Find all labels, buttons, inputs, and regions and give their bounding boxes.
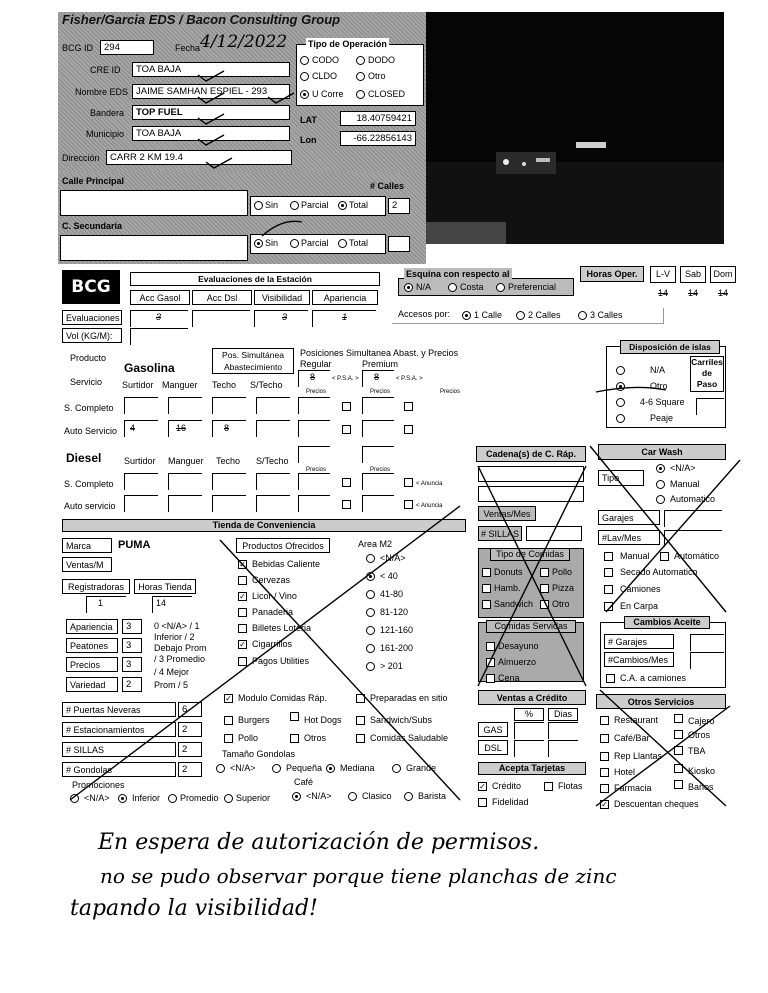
form-title: Fisher/Garcia EDS / Bacon Consulting Group [62,12,341,27]
gondolas-label: # Gondolas [62,762,176,777]
eval-visibilidad-value: 3 [282,312,288,322]
rating-apariencia-label: Apariencia [66,619,118,634]
horas-lv-value[interactable]: 14 [658,288,669,298]
cw-auto-label: Automatico [670,494,716,504]
direccion-label: Dirección [62,153,100,163]
registradoras-value: 1 [98,598,104,608]
rating-variedad-field[interactable]: 2 [122,677,142,692]
registradoras-label: Registradoras [62,579,130,594]
marca-label: Marca [62,538,112,553]
vol-label: Vol (KG/M): [62,328,122,343]
eval-acc-gasol-value: 3 [156,312,162,322]
cw-automatico-check-label: Automático [674,551,720,561]
comidas-servidas-title: Comidas Servidas [486,620,576,633]
arrow-mark [262,221,302,236]
promo-promedio-label: Promedio [180,793,219,803]
check-mark-bandera [198,114,224,124]
tam-mediana-label: Mediana [340,763,375,773]
ca-camiones-label: C.A. a camiones [620,673,687,683]
cs-sin-label: Sin [265,238,279,248]
credito-check-label: Crédito [492,781,522,791]
fecha-label: Fecha [175,43,201,53]
cafe-barista-label: Barista [418,791,447,801]
islas-otro-label: Otro [650,381,668,391]
carwash-title: Car Wash [598,444,726,460]
col-techo: Techo [212,380,237,390]
producto-label: Producto [70,353,107,363]
tam-pequena-label: Pequeña [286,763,323,773]
municipio-label: Municipio [86,129,125,139]
esquina-pref-label: Preferencial [508,282,557,292]
legend-line-1: 0 <N/A> / 1 [154,621,200,631]
garajes-label: Garajes [598,510,660,525]
radio-otro-label: Otro [368,71,386,81]
credito-pct-label: % [514,708,544,721]
num-calles-label: # Calles [370,181,405,191]
evaluaciones-row-label: Evaluaciones [62,310,122,325]
col-stecho: S/Techo [250,380,283,390]
regular-psa-value: 8 [310,372,316,382]
tipo-operacion-title: Tipo de Operación [308,39,387,49]
rating-precios-label: Precios [66,657,118,672]
pollo-label: Pollo [552,567,573,577]
legend-line-4: / 3 Promedio [154,654,206,664]
d-col-surtidor: Surtidor [124,456,156,466]
cp-sin-label: Sin [265,200,279,210]
sillas-label: # SILLAS [478,526,522,541]
pollo-tienda-label: Pollo [238,733,259,743]
horas-sab-value[interactable]: 14 [688,288,699,298]
prod-cigarrillos-label: Cigarrillos [252,639,293,649]
cajero-label: Cajero [688,716,715,726]
almuerzo-label: Almuerzo [498,657,537,667]
saludable-label: Comidas Saludable [370,733,449,743]
cadena-title: Cadena(s) de C. Ráp. [476,446,586,462]
sandwich-label: Sandwich [494,599,534,609]
lat-label: LAT [300,115,317,125]
note-line-2: no se pudo observar porque tiene planchas de zinc [100,864,617,888]
secado-label: Secado Automatico [620,567,698,577]
aceite-title: Cambios Aceite [624,616,710,629]
acceso-1-label: 1 Calle [474,310,503,320]
area-121-label: 121-160 [380,625,414,635]
tipo-comidas-title: Tipo de Comidas [490,548,570,561]
legend-line-6: Prom / 5 [154,680,189,690]
area-na-label: <N/A> [380,553,406,563]
tba-label: TBA [688,746,706,756]
prod-bebidas-check[interactable]: ✓ [239,560,246,569]
ventas-m-label: Ventas/M [62,557,112,572]
gasolina-label: Gasolina [124,361,175,375]
credito-check[interactable]: ✓ [479,782,486,791]
carpa-label: En Carpa [620,601,659,611]
tienda-cross-line-2 [220,540,460,800]
horas-tienda-label: Horas Tienda [134,579,196,594]
modulo-check[interactable]: ✓ [225,694,232,703]
credito-title: Ventas a Crédito [478,690,586,705]
check-mark-nombre [198,93,224,103]
direccion-field[interactable]: CARR 2 KM 19.4 [106,150,292,165]
esquina-na-label: N/A [416,282,432,292]
cw-manual-check-label: Manual [620,551,650,561]
marca-value[interactable]: PUMA [118,539,151,551]
aceite-cambios-label: #Cambios/Mes [604,652,674,667]
dsl-label: DSL [478,740,508,755]
estacionamientos-field[interactable]: 2 [178,722,202,737]
cheques-check[interactable]: ✓ [601,800,608,809]
bandera-field[interactable]: TOP FUEL [132,105,290,120]
check-mark-nombre-2 [268,93,294,103]
carwash-cross-line-2 [606,460,740,612]
rating-peatones-field[interactable]: 3 [122,638,142,653]
as-surtidor-value: 4 [130,423,136,433]
regular-psa-label: < P.S.A. > [332,376,359,382]
horas-tienda-value: 14 [156,598,167,608]
bcg-logo: BCG [62,270,120,304]
eval-col-acc-gasol: Acc Gasol [130,290,190,305]
tarjetas-title: Acepta Tarjetas [478,762,586,775]
flotas-label: Flotas [558,781,583,791]
eval-col-visibilidad: Visibilidad [254,290,310,305]
horas-dom-label: Dom [710,266,736,283]
llantas-label: Rep Llantas [614,751,663,761]
cp-parcial-label: Parcial [301,200,329,210]
cheques-label: Descuentan cheques [614,799,699,809]
legend-line-3: Debajo Prom [154,643,207,653]
ventas-mes-label: Ventas/Mes [478,506,536,521]
gondolas-field[interactable]: 2 [178,762,202,777]
hamb-label: Hamb. [494,583,521,593]
otros-title: Otros Servicios [596,694,726,709]
rating-apariencia-field[interactable]: 3 [122,619,142,634]
cafe-na-label: <N/A> [306,791,332,801]
area-161-label: 161-200 [380,643,414,653]
cafe-label: Café [294,777,314,787]
premium-psa-value: 8 [374,372,380,382]
esquina-costa-label: Costa [460,282,484,292]
prod-panaderia-label: Panaderia [252,607,294,617]
check-mark-cre [198,71,224,81]
rating-variedad-label: Variedad [66,677,118,692]
tienda-title: Tienda de Conveniencia [62,519,466,532]
promo-inferior-label: Inferior [132,793,161,803]
lon-field[interactable]: -66.22856143 [340,131,416,146]
legend-line-5: / 4 Mejor [154,667,190,677]
note-line-3: tapando la visibilidad! [70,896,318,921]
auto-servicio-label: Auto Servicio [64,426,118,436]
cafe-clasico-label: Clasico [362,791,392,801]
kiosko-label: Kiosko [688,766,716,776]
d-col-manguer: Manguer [168,456,204,466]
gas-label: GAS [478,722,508,737]
cw-na-label: <N/A> [670,463,696,473]
horas-lv-label: L-V [650,266,676,283]
check-mark-direccion [206,158,232,168]
islas-square-label: 4-6 Square [640,397,685,407]
prod-bebidas-label: Bebidas Caliente [252,559,321,569]
servicio-label: Servicio [70,377,103,387]
area-41-label: 41-80 [380,589,404,599]
diesel-label: Diesel [66,451,102,465]
tienda-sillas-field[interactable]: 2 [178,742,202,757]
d-s-completo-label: S. Completo [64,479,114,489]
area-title: Area M2 [358,539,393,549]
cp-total-label: Total [349,200,369,210]
islas-title: Disposición de islas [620,340,720,354]
prod-cervezas-label: Cervezas [252,575,291,585]
eval-col-apariencia: Apariencia [312,290,378,305]
acceso-3-label: 3 Calles [590,310,623,320]
radio-codo-label: CODO [312,55,339,65]
d-col-stecho: S/Techo [256,456,289,466]
nombre-eds-label: Nombre EDS [75,87,129,97]
d-auto-label: Auto servicio [64,501,116,511]
col-manguer: Manguer [162,380,198,390]
horas-sab-label: Sab [680,266,706,283]
cafebar-label: Café/Bar [614,733,650,743]
precios-label-2: Precios [370,389,391,395]
promociones-label: Promociones [72,780,125,790]
calle-principal-label: Calle Principal [62,176,125,186]
radio-ucorre-label: U Corre [312,89,344,99]
eval-col-acc-dsl: Acc Dsl [192,290,252,305]
d-precios-label-2: Precios [370,467,391,473]
pos-simultanea-label: Pos. Simultánea Abastecimiento [212,348,294,374]
cena-label: Cena [498,673,520,683]
prod-pagos-label: Pagos Utilities [252,656,310,666]
puertas-label: # Puertas Neveras [62,702,176,717]
area-201-label: > 201 [380,661,403,671]
puertas-field[interactable]: 6 [178,702,202,717]
tam-grande-label: Grande [406,763,437,773]
bcg-id-field[interactable]: 294 [100,40,154,55]
tamano-label: Tamaño Gondolas [222,749,296,759]
num-calles-field[interactable]: 2 [388,198,410,214]
accesos-label: Accesos por: [398,309,451,319]
hotdogs-label: Hot Dogs [304,715,342,725]
otros-tienda-label: Otros [304,733,327,743]
radio-dodo-label: DODO [368,55,395,65]
bandera-label: Bandera [90,108,125,118]
radio-cldo-label: CLDO [312,71,338,81]
d-precios-label-1: Precios [306,467,327,473]
fecha-handwritten[interactable]: 4/12/2022 [200,32,288,52]
cs-parcial-label: Parcial [301,238,329,248]
islas-strike [596,387,666,392]
camiones-label: Camiones [620,584,661,594]
precios-label-1: Precios [306,389,327,395]
burgers-label: Burgers [238,715,270,725]
prod-loteria-label: Billetes Loteria [252,623,312,633]
premium-label: Premium [362,359,399,369]
preparadas-label: Preparadas en sitio [370,693,448,703]
lon-label: Lon [300,135,317,145]
carwash-tipo-label: Tipo [598,470,644,486]
pizza-label: Pizza [552,583,575,593]
precios-label-3: Precios [440,389,461,395]
promo-superior-label: Superior [236,793,271,803]
check-mark-municipio [198,135,224,145]
otro-comida-label: Otro [552,599,570,609]
bcg-id-label: BCG ID [62,43,94,53]
nombre-eds-field[interactable]: JAIME SAMHAN ESPIEL - 293 [132,84,290,99]
tam-na-label: <N/A> [230,763,256,773]
horas-oper-label: Horas Oper. [580,266,644,282]
lav-mes-label: #Lav/Mes [598,530,660,545]
pos-sim-precios-label: Posiciones Simultanea Abast. y Precios [300,348,459,358]
d-col-techo: Techo [216,456,241,466]
esquina-title: Esquina con respecto al [406,269,510,279]
cre-id-field[interactable]: TOA BAJA [132,62,290,77]
carriles-label: Carriles de Paso [690,356,724,392]
s-completo-label: S. Completo [64,403,114,413]
rating-precios-field[interactable]: 3 [122,657,142,672]
productos-title: Productos Ofrecidos [236,538,330,553]
credito-dias-label: Dias [548,708,578,721]
tienda-sillas-label: # SILLAS [62,742,176,757]
das-anuncia-label: < Anuncia [416,503,443,509]
cw-manual-label: Manual [670,479,700,489]
fidelidad-label: Fidelidad [492,797,529,807]
premium-psa-label: < P.S.A. > [396,376,423,382]
regular-label: Regular [300,359,332,369]
cs-total-label: Total [349,238,369,248]
aceite-garajes-label: # Garajes [604,634,674,649]
legend-line-2: Inferior / 2 [154,632,195,642]
carwash-cross-line-1 [590,446,726,612]
estacionamientos-label: # Estacionamientos [62,722,176,737]
modulo-label: Modulo Comidas Ráp. [238,693,328,703]
lat-field[interactable]: 18.40759421 [340,111,416,126]
farmacia-label: Farmacia [614,783,652,793]
as-techo-value: 8 [224,423,230,433]
calle-secundaria-label: C. Secundaria [62,221,123,231]
eval-apariencia-value: 1 [342,312,348,322]
otros-serv-label: Otros [688,730,711,740]
tienda-cross-line-1 [70,506,460,800]
area-40-label: < 40 [380,571,398,581]
col-surtidor: Surtidor [122,380,154,390]
islas-peaje-label: Peaje [650,413,674,423]
as-manguer-value: 16 [176,423,187,433]
prod-cigarrillos-check[interactable]: ✓ [239,640,246,649]
municipio-field[interactable]: TOA BAJA [132,126,290,141]
prod-licor-label: Licor / Vino [252,591,297,601]
horas-dom-value[interactable]: 14 [718,288,729,298]
donuts-label: Donuts [494,567,523,577]
cre-id-label: CRE ID [90,65,121,75]
banos-label: Baños [688,782,714,792]
rating-peatones-label: Peatones [66,638,118,653]
prod-licor-check[interactable]: ✓ [239,592,246,601]
radio-closed-label: CLOSED [368,89,406,99]
dsc-anuncia-label: < Anuncia [416,481,443,487]
hotel-label: Hotel [614,767,636,777]
area-81-label: 81-120 [380,607,409,617]
promo-na-label: <N/A> [84,793,110,803]
evaluaciones-title: Evaluaciones de la Estación [130,272,380,286]
note-line-1: En espera de autorización de permisos. [98,830,540,855]
desayuno-label: Desayuno [498,641,539,651]
islas-na-label: N/A [650,365,666,375]
sandwich-subs-label: Sandwich/Subs [370,715,433,725]
restaurant-label: Restaurant [614,715,659,725]
acceso-2-label: 2 Calles [528,310,561,320]
